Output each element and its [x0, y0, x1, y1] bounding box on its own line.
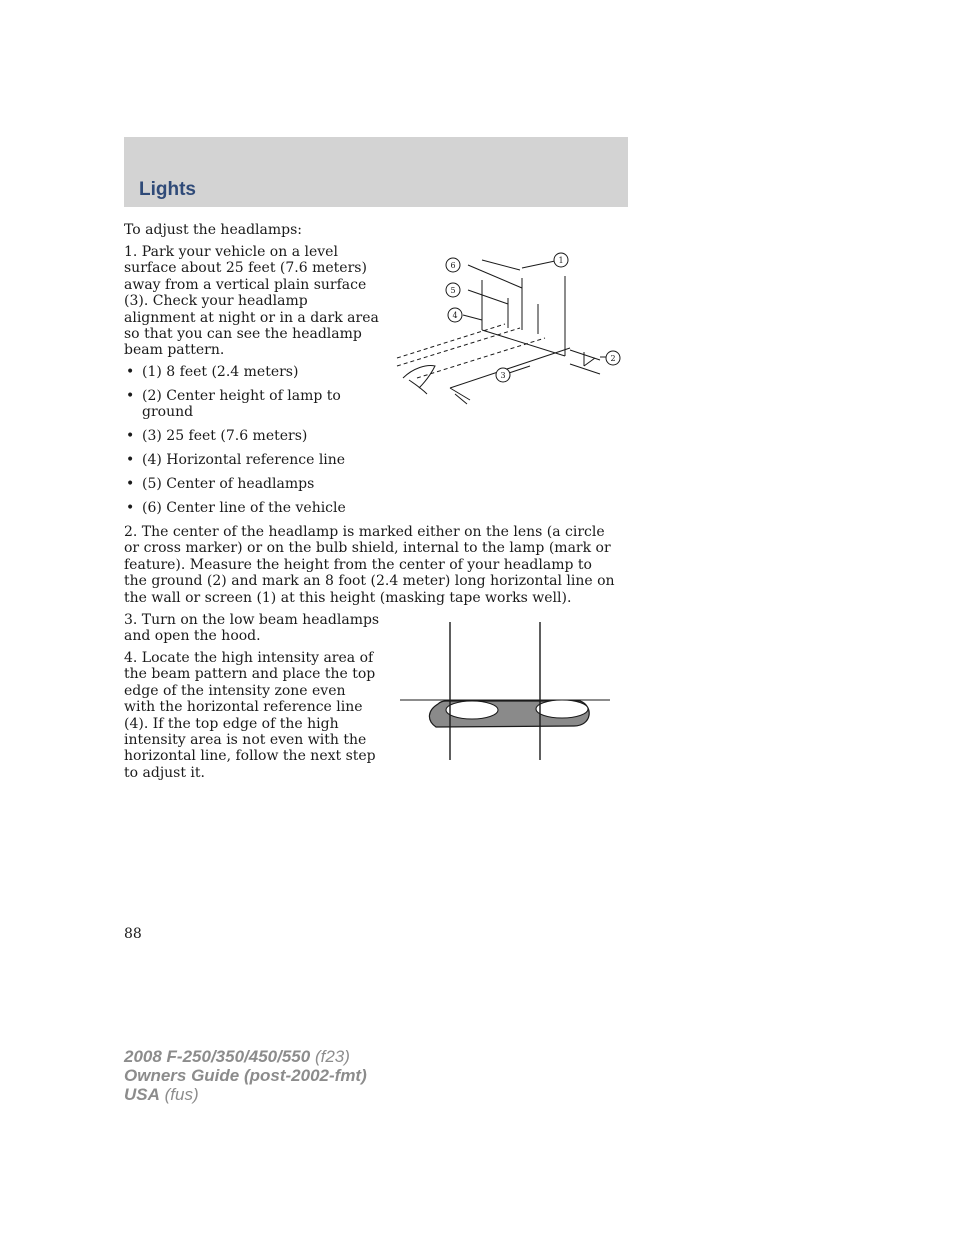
document-footer [124, 1047, 367, 1104]
page-number: 88 [124, 926, 142, 942]
footer-model: 2008 F-250/350/450/550 [124, 1047, 311, 1066]
callout-2-label: 2 [610, 354, 616, 363]
callout-6-label: 6 [450, 261, 456, 270]
list-item: • (6) Center line of the vehicle [124, 500, 374, 516]
step-2-text: 2. The center of the headlamp is marked either on the lens (a circle or cross marker) or on the bulb shield, internal to the lamp (mark or feature). Measure the height from the center of your headlamp to the ground (2) and mark an 8 foot (2.4 meter) long horizontal line on the wall or screen (1) at this height (masking tape works well). [124, 524, 615, 606]
list-item: • (2) Center height of lamp to ground [124, 388, 374, 421]
headlamp-aiming-diagram [395, 248, 625, 408]
footer-line-1 [124, 1047, 367, 1066]
callout-1-label: 1 [558, 256, 564, 265]
section-title: Lights [139, 179, 196, 200]
right-beam-hotspot [536, 700, 588, 718]
intro-text: To adjust the headlamps: [124, 222, 303, 238]
legend-list [124, 364, 374, 524]
footer-market-code: (fus) [159, 1085, 199, 1104]
list-item: • (4) Horizontal reference line [124, 452, 374, 468]
list-item: • (1) 8 feet (2.4 meters) [124, 364, 374, 380]
footer-line-3 [124, 1085, 367, 1104]
footer-market: USA [124, 1085, 160, 1104]
footer-guide: Owners Guide (post-2002-fmt) [124, 1066, 367, 1085]
step-1-text: 1. Park your vehicle on a level surface about 25 feet (7.6 meters) away from a vertical plain surface (3). Check your headlamp alignment at night or in a dark area so that you can see the headlamp beam pattern. [124, 244, 379, 359]
beam-pattern-diagram [398, 620, 612, 762]
step-4-text: 4. Locate the high intensity area of the beam pattern and place the top edge of the intensity zone even with the horizontal reference line (4). If the top edge of the high intensity area is not even with the horizontal line, follow the next step to adjust it. [124, 650, 376, 781]
list-item: • (3) 25 feet (7.6 meters) [124, 428, 374, 444]
callout-3-label: 3 [500, 371, 506, 380]
step-3-text: 3. Turn on the low beam headlamps and open the hood. [124, 612, 380, 645]
callout-4-label: 4 [452, 311, 458, 320]
list-item: • (5) Center of headlamps [124, 476, 374, 492]
left-beam-hotspot [446, 701, 498, 719]
footer-line-2 [124, 1066, 367, 1085]
callout-5-label: 5 [450, 286, 456, 295]
section-header [124, 137, 628, 207]
footer-model-code: (f23) [310, 1047, 350, 1066]
